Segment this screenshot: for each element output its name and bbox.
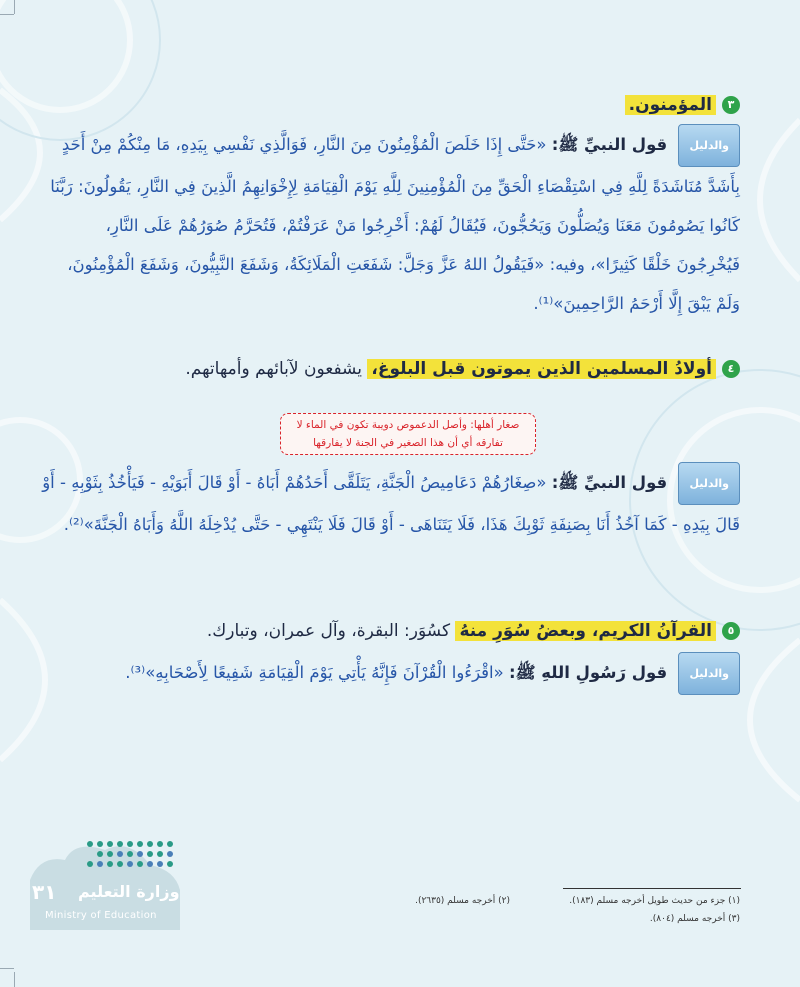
item-4-number: ٤ [722,360,740,378]
item-3-evidence [40,124,740,323]
item-5-number: ٥ [722,622,740,640]
item-5-evidence [40,652,740,695]
evidence-lead: قول النبيِّ ﷺ: [551,135,668,154]
item-3-number: ٣ [722,96,740,114]
evidence-lead: قول النبيِّ ﷺ: [551,473,668,492]
evidence-lead: قول رَسُولِ اللهِ ﷺ: [509,663,668,682]
item-5-title: القرآنُ الكريم، وبعضُ سُوَرِ منهُ [455,621,716,641]
page-number: ٣١ [32,880,57,904]
evidence-badge: والدليل [678,124,740,167]
crop-mark [14,972,15,987]
footnote-divider [563,888,741,889]
item-4-title: أولادُ المسلمين الذين يموتون قبل البلوغ، [367,359,716,379]
item-3-title: المؤمنون. [625,95,716,115]
ministry-name-en: Ministry of Education [45,910,157,921]
crop-mark [14,0,15,14]
footnote-3: (٣) أخرجه مسلم (٨٠٤). [649,914,740,924]
hadith-text: «اقْرَءُوا الْقُرْآنَ فَإِنَّهُ يَأْتِي يَوْمَ الْقِيَامَةِ شَفِيعًا لِأَصْحَابِهِ»⁽³⁾. [125,663,504,682]
hadith-text: «حَتَّى إِذَا خَلَصَ الْمُؤْمِنُونَ مِنَ النَّارِ، فَوَالَّذِي نَفْسِي بِيَدِهِ، مَا مِنْكُمْ مِنْ أَحَدٍ بِأَشَدَّ مُنَاشَدَةً لِلَّهِ فِي اسْتِقْصَاءِ الْحَقِّ مِنَ الْمُؤْمِنِينَ لِلَّهِ يَوْمَ الْقِيَامَةِ لِإِخْوَانِهِمُ الَّذِينَ فِي النَّارِ، يَقُولُونَ: رَبَّنَا كَانُوا يَصُومُونَ مَعَنَا وَيُصَلُّونَ وَيَحُجُّونَ، فَيُقَالُ لَهُمْ: أَخْرِجُوا مَنْ عَرَفْتُمْ، فَتُحَرَّمُ صُوَرُهُمْ عَلَى النَّارِ، فَيُخْرِجُونَ خَلْقًا كَثِيرًا»، وفيه: «فَيَقُولُ اللهُ عَزَّ وَجَلَّ: شَفَعَتِ الْمَلَائِكَةُ، وَشَفَعَ النَّبِيُّونَ، وَشَفَعَ الْمُؤْمِنُونَ، وَلَمْ يَبْقَ إِلَّا أَرْحَمُ الرَّاحِمِينَ»⁽¹⁾. [50,135,740,313]
footnote-2: (٢) أخرجه مسلم (٢٦٣٥). [415,896,510,906]
item-5-heading [40,618,740,644]
item-3-heading [40,92,740,118]
glossary-note: صغار أهلها: وأصل الدعموص دويبة تكون في الماء لا تفارقه أي أن هذا الصغير في الجنة لا يفارقها [280,413,536,455]
crop-mark [0,14,14,15]
item-4-rest: يشفعون لآبائهم وأمهاتهم. [185,359,368,379]
evidence-badge: والدليل [678,652,740,695]
crop-mark [0,968,14,969]
hadith-text: «صِغَارُهُمْ دَعَامِيصُ الْجَنَّةِ، يَتَلَقَّى أَحَدُهُمْ أَبَاهُ - أَوْ قَالَ أَبَوَيْهِ - فَيَأْخُذُ بِثَوْبِهِ - أَوْ قَالَ بِيَدِهِ - كَمَا آخُذُ أَنَا بِصَنِفَةِ ثَوْبِكَ هَذَا، فَلَا يَتَنَاهَى - أَوْ قَالَ فَلَا يَنْتَهِي - حَتَّى يُدْخِلَهُ اللَّهُ وَأَبَاهُ الْجَنَّةَ»⁽²⁾. [42,473,740,534]
ministry-name-ar: وزارة التعليم [78,882,180,901]
evidence-badge: والدليل [678,462,740,505]
item-5-rest: كسُوَر: البقرة، وآل عمران، وتبارك. [206,621,456,641]
item-4-heading [40,356,740,382]
footnote-1: (١) جزء من حديث طويل أخرجه مسلم (١٨٣). [569,896,740,906]
item-4-evidence [40,462,740,544]
